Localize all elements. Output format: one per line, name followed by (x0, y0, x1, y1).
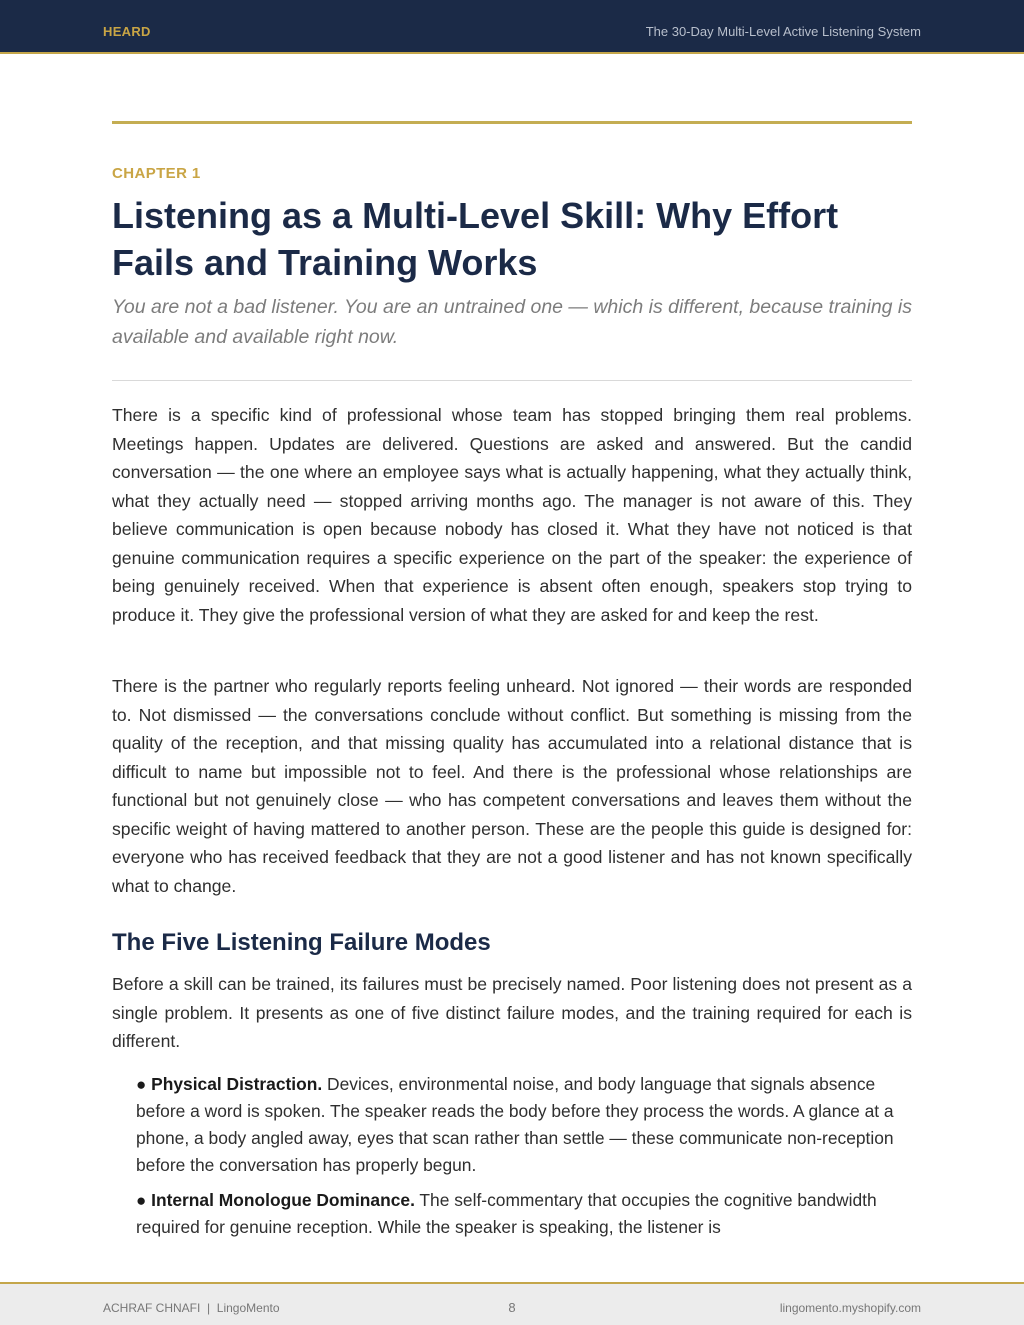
bullet-dot-icon: ● (136, 1075, 147, 1094)
chapter-title: Listening as a Multi-Level Skill: Why Effort Fails and Training Works (112, 195, 839, 283)
footer-author: ACHRAF CHNAFI | LingoMento (103, 1301, 280, 1315)
chapter-top-rule (112, 121, 912, 124)
list-item (136, 1071, 912, 1179)
body-paragraph: Before a skill can be trained, its failures must be precisely named. Poor listening does not present as a single problem. It presents as one of five distinct failure modes, and the training required for each is different. (112, 974, 912, 1051)
list-item (136, 1187, 912, 1241)
bullet-dot-icon: ● (136, 1191, 147, 1210)
page-number: 8 (508, 1300, 516, 1315)
failure-modes-list (136, 1071, 912, 1249)
header-brand: HEARD (103, 24, 151, 39)
list-item-term: Physical Distraction. (151, 1074, 323, 1094)
list-item-term: Internal Monologue Dominance. (151, 1190, 415, 1210)
footer-website: lingomento.myshopify.com (779, 1301, 921, 1315)
body-paragraph: There is a specific kind of professional whose team has stopped bringing them real problems. Meetings happen. Updates are delivered. Questions are asked and answered. But the candid conversation — the one where an employee says what is actually happening, what they actually think, what they actually need — stopped arriving months ago. The manager is not aware of this. They believe communication is open because nobody has closed it. What they have not noticed is that genuine communication requires a specific experience on the part of the speaker: the experience of being genuinely received. When that experience is absent often enough, speakers stop trying to produce it. They give the professional version of what they are asked for and keep the rest. (112, 405, 912, 625)
chapter-subtitle: You are not a bad listener. You are an untrained one — which is different, because training is available and available right now. (112, 296, 913, 348)
header-book-title: The 30-Day Multi-Level Active Listening System (645, 24, 921, 39)
body-paragraph: There is the partner who regularly reports feeling unheard. Not ignored — their words are responded to. Not dismissed — the conversations conclude without conflict. But something is missing from the quality of the reception, and that missing quality has accumulated into a relational distance that is difficult to name but impossible not to feel. And there is the professional whose relationships are functional but not genuinely close — who has competent conversations and leaves them without the specific weight of having mattered to another person. These are the people this guide is designed for: everyone who has received feedback that they are not a good listener and has not known specifically what to change. (112, 676, 912, 896)
page-footer (0, 1282, 1024, 1325)
list-item-text: The self-commentary that occupies the cognitive bandwidth required for genuine reception. While the speaker is speaking, the listener is (136, 1190, 877, 1237)
list-item-text: Devices, environmental noise, and body language that signals absence before a word is spoken. The speaker reads the body before they process the words. A glance at a phone, a body angled away, eyes that scan rather than settle — these communicate non-reception before the conversation has properly begun. (136, 1074, 894, 1175)
chapter-label: CHAPTER 1 (112, 165, 201, 182)
page-header (0, 0, 1024, 54)
section-heading: The Five Listening Failure Modes (112, 929, 491, 956)
section-divider (112, 380, 912, 381)
